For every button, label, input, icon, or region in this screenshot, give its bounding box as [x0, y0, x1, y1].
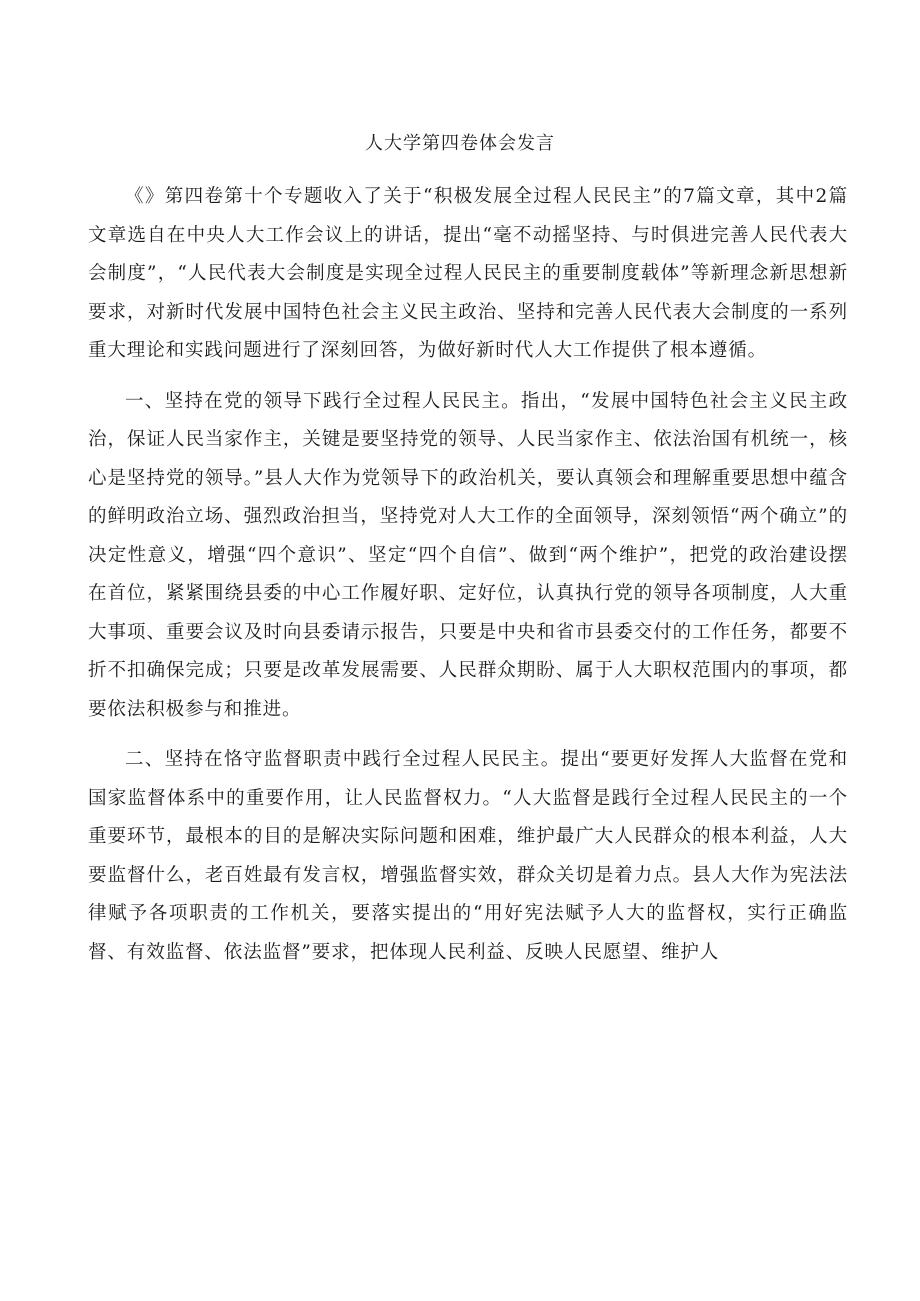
paragraph-section-two: 二、坚持在恪守监督职责中践行全过程人民民主。提出“要更好发挥人大监督在党和国家监督体系中的重要作用，让人民监督权力。“人大监督是践行全过程人民民主的一个重要环节，最根本的目的是解决实际问题和困难，维护最广大人民群众的根本利益，人大要监督什么，老百姓最有发言权，增强监督实效，群众关切是着力点。县人大作为宪法法律赋予各项职责的工作机关，要落实提出的“用好宪法赋予人大的监督权，实行正确监督、有效监督、依法监督”要求，把体现人民利益、反映人民愿望、维护人: [88, 749, 848, 963]
document-title: 人大学第四卷体会发言: [365, 133, 555, 154]
document-body: [88, 178, 848, 984]
paragraph-section-one: 一、坚持在党的领导下践行全过程人民民主。指出，“发展中国特色社会主义民主政治，保证人民当家作主，关键是要坚持党的领导、人民当家作主、依法治国有机统一，核心是坚持党的领导。”县人大作为党领导下的政治机关，要认真领会和理解重要思想中蕴含的鲜明政治立场、强烈政治担当，坚持党对人大工作的全面领导，深刻领悟“两个确立”的决定性意义，增强“四个意识”、坚定“四个自信”、做到“两个维护”，把党的政治建设摆在首位，紧紧围绕县委的中心工作履好职、定好位，认真执行党的领导各项制度，人大重大事项、重要会议及时向县委请示报告，只要是中央和省市县委交付的工作任务，都要不折不扣确保完成；只要是改革发展需要、人民群众期盼、属于人大职权范围内的事项，都要依法积极参与和推进。: [88, 390, 848, 720]
paragraph-intro: 《》第四卷第十个专题收入了关于“积极发展全过程人民民主”的7篇文章，其中2篇文章选自在中央人大工作会议上的讲话，提出“毫不动摇坚持、与时俱进完善人民代表大会制度”，“人民代表大会制度是实现全过程人民民主的重要制度载体”等新理念新思想新要求，对新时代发展中国特色社会主义民主政治、坚持和完善人民代表大会制度的一系列重大理论和实践问题进行了深刻回答，为做好新时代人大工作提供了根本遵循。: [88, 186, 848, 361]
